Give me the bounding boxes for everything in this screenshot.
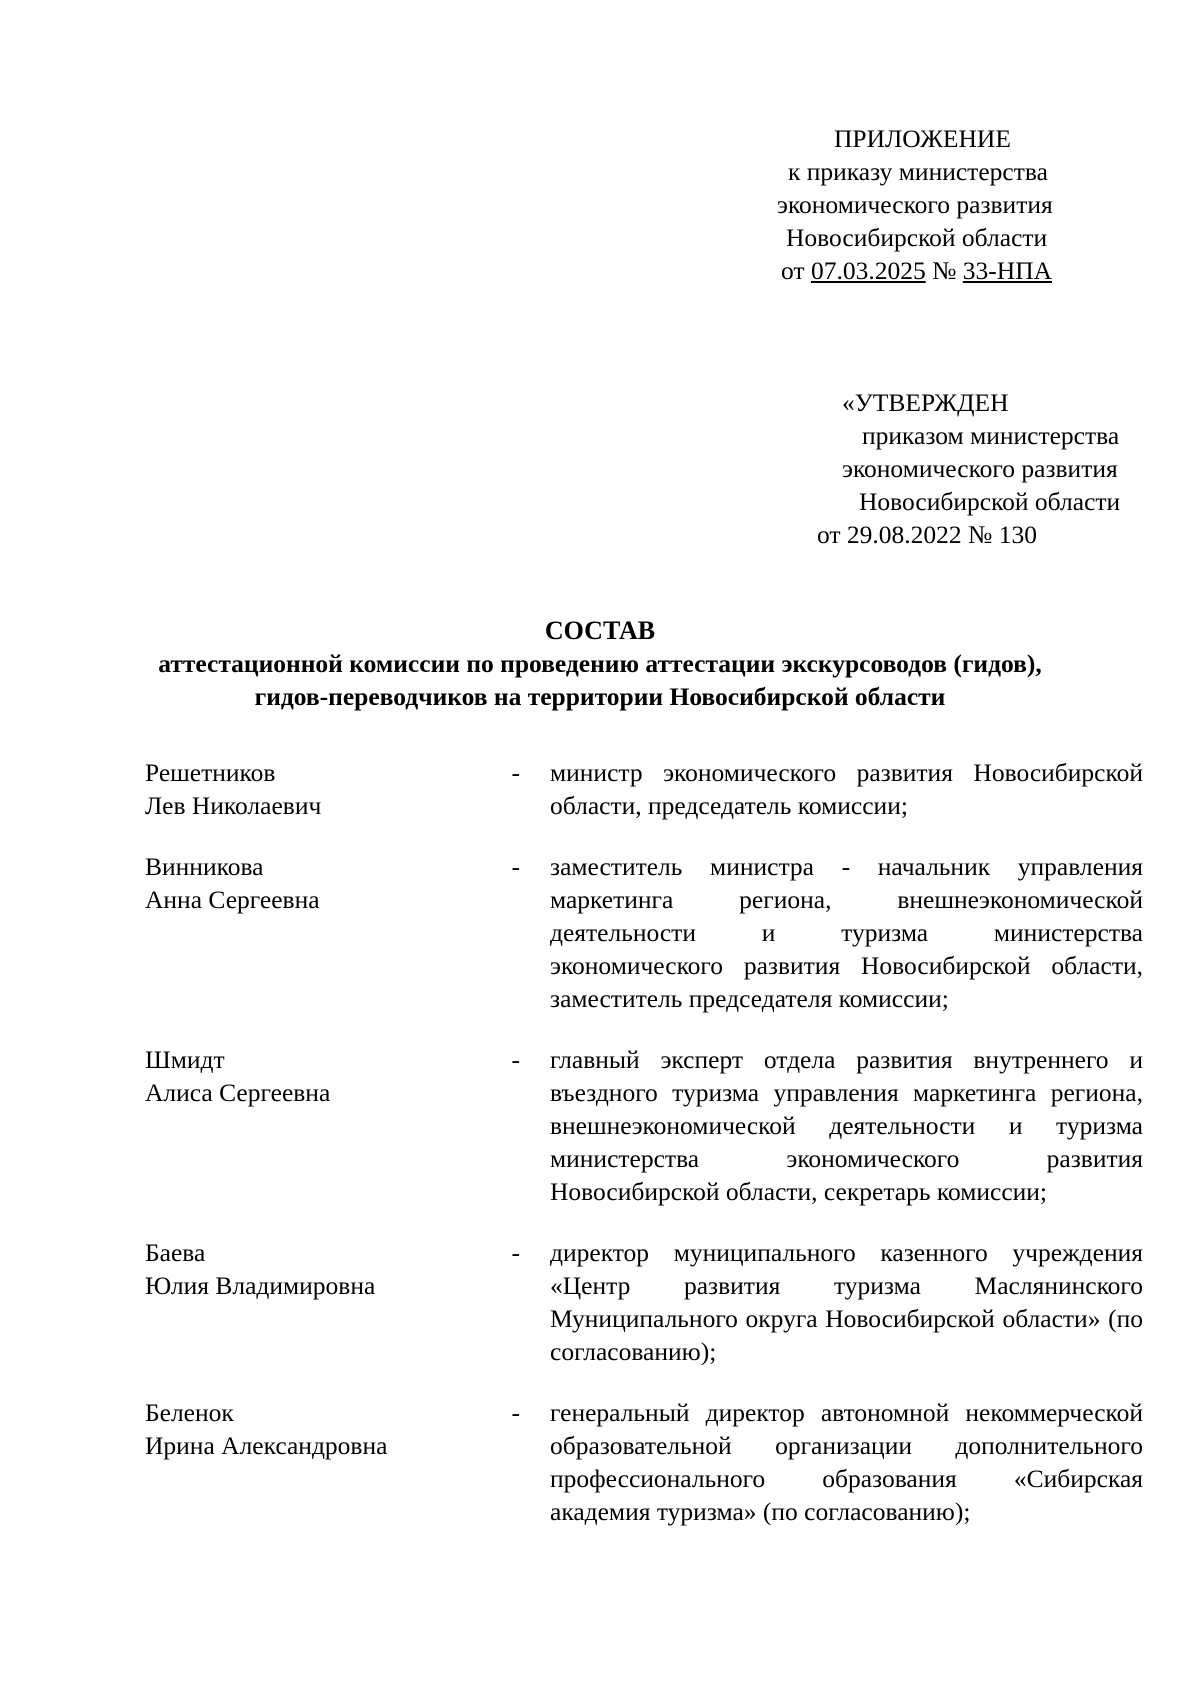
member-dash: - bbox=[511, 1045, 520, 1074]
member-name bbox=[145, 1236, 475, 1368]
member-given-names: Юлия Владимировна bbox=[145, 1271, 376, 1300]
member-entry bbox=[145, 1043, 1143, 1208]
member-role: директор муниципального казенного учреждения «Центр развития туризма Маслянинского Муниципального округа Новосибирской области» (по согласованию); bbox=[550, 1238, 1143, 1366]
member-name bbox=[145, 756, 475, 822]
member-role: главный эксперт отдела развития внутреннего и въездного туризма управления маркетинга региона, внешнеэкономической деятельности и туризма министерства экономического развития Новосибирской области, секретарь комиссии; bbox=[550, 1045, 1143, 1206]
member-given-names: Алиса Сергеевна bbox=[145, 1078, 331, 1107]
approved-line: приказом министерства bbox=[862, 421, 1120, 450]
member-dash: - bbox=[511, 852, 520, 881]
approved-block bbox=[800, 386, 1180, 551]
heading-subtitle-line: гидов-переводчиков на территории Новосибирской области bbox=[254, 682, 946, 711]
appendix-date-line bbox=[700, 254, 1170, 287]
member-dash: - bbox=[511, 1238, 520, 1267]
member-name bbox=[145, 1396, 475, 1528]
heading-title: СОСТАВ bbox=[544, 616, 656, 645]
member-dash: - bbox=[511, 1398, 520, 1427]
member-role: генеральный директор автономной некоммерческой образовательной организации дополнительного профессионального образования «Сибирская академия туризма» (по согласованию); bbox=[550, 1398, 1143, 1526]
approved-title: «УТВЕРЖДЕН bbox=[842, 388, 1009, 417]
member-given-names: Анна Сергеевна bbox=[145, 885, 320, 914]
appendix-line: Новосибирской области bbox=[786, 223, 1048, 252]
member-entry bbox=[145, 756, 1143, 822]
appendix-line: к приказу министерства bbox=[788, 157, 1048, 186]
appendix-block bbox=[700, 122, 1170, 287]
appendix-date: 07.03.2025 bbox=[810, 256, 926, 285]
member-given-names: Ирина Александровна bbox=[145, 1431, 388, 1460]
approved-line: экономического развития bbox=[842, 454, 1118, 483]
appendix-date-prefix: от bbox=[781, 256, 811, 285]
member-dash: - bbox=[511, 758, 520, 787]
member-name bbox=[145, 850, 475, 1015]
member-surname: Решетников bbox=[145, 758, 276, 787]
approved-line: Новосибирской области bbox=[859, 487, 1121, 516]
member-surname: Беленок bbox=[145, 1398, 234, 1427]
members-list bbox=[145, 756, 1143, 1556]
member-given-names: Лев Николаевич bbox=[145, 791, 322, 820]
appendix-number: 33-НПА bbox=[962, 256, 1053, 285]
member-entry bbox=[145, 1396, 1143, 1528]
member-surname: Баева bbox=[145, 1238, 206, 1267]
heading-subtitle-line: аттестационной комиссии по проведению аттестации экскурсоводов (гидов), bbox=[158, 649, 1042, 678]
member-entry bbox=[145, 850, 1143, 1015]
member-role: министр экономического развития Новосибирской области, председатель комиссии; bbox=[550, 758, 1143, 820]
member-name bbox=[145, 1043, 475, 1208]
appendix-line: экономического развития bbox=[777, 190, 1053, 219]
member-entry bbox=[145, 1236, 1143, 1368]
appendix-number-prefix: № bbox=[925, 256, 963, 285]
member-role: заместитель министра - начальник управления маркетинга региона, внешнеэкономической деятельности и туризма министерства экономического развития Новосибирской области, заместитель председателя комиссии; bbox=[550, 852, 1143, 1013]
document-heading bbox=[100, 614, 1100, 713]
member-surname: Винникова bbox=[145, 852, 264, 881]
member-surname: Шмидт bbox=[145, 1045, 225, 1074]
appendix-title: ПРИЛОЖЕНИЕ bbox=[834, 124, 1011, 153]
approved-date-line: от 29.08.2022 № 130 bbox=[817, 520, 1038, 549]
